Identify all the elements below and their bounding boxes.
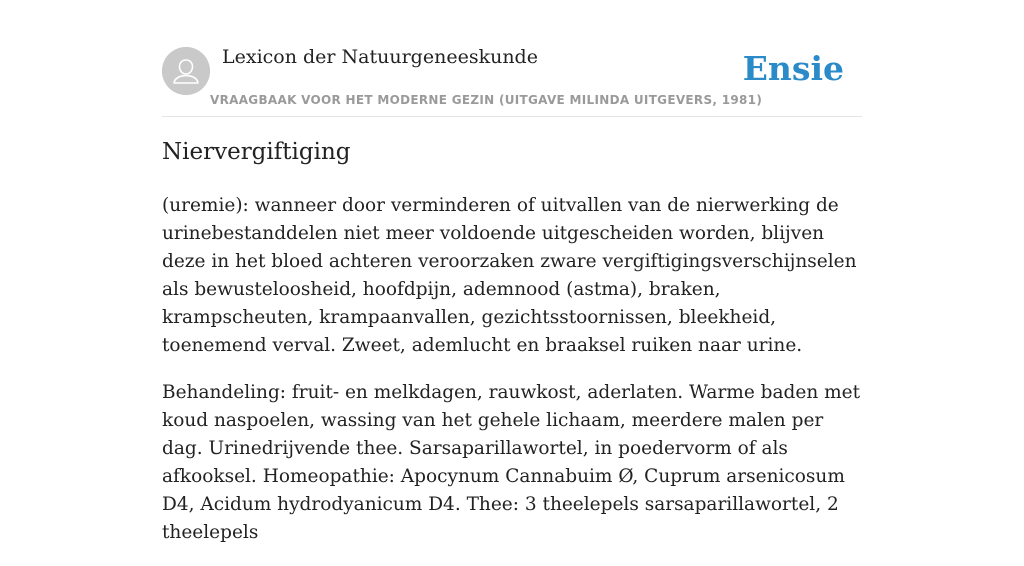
user-silhouette-icon <box>162 47 210 95</box>
entry-content <box>162 192 862 566</box>
entry-paragraph: Behandeling: fruit- en melkdagen, rauwkost, aderlaten. Warme baden met koud naspoelen, wassing van het gehele lichaam, meerdere malen per dag. Urinedrijvende thee. Sarsaparillawortel, in poedervorm of als afkooksel. Homeopathie: Apocynum Cannabuim Ø, Cuprum arsenicosum D4, Acidum hydrodyanicum D4. Thee: 3 theelepels sarsaparillawortel, 2 theelepels <box>162 382 861 543</box>
entry-title: Niervergiftiging <box>162 139 351 165</box>
ensie-logo[interactable]: Ensie <box>742 49 844 88</box>
source-subtitle: VRAAGBAAK VOOR HET MODERNE GEZIN (UITGAVE MILINDA UITGEVERS, 1981) <box>210 93 763 107</box>
entry-paragraph: (uremie): wanneer door verminderen of uitvallen van de nierwerking de urinebestanddelen niet meer voldoende uitgescheiden worden, blijven deze in het bloed achteren veroorzaken zware vergiftigingsverschijnselen als bewusteloosheid, hoofdpijn, ademnood (astma), braken, krampscheuten, krampaanvallen, gezichtsstoornissen, bleekheid, toenemend verval. Zweet, ademlucht en braaksel ruiken naar urine. <box>162 195 857 356</box>
source-header <box>162 46 862 117</box>
source-title[interactable]: Lexicon der Natuurgeneeskunde <box>222 46 538 68</box>
avatar[interactable] <box>162 47 210 95</box>
